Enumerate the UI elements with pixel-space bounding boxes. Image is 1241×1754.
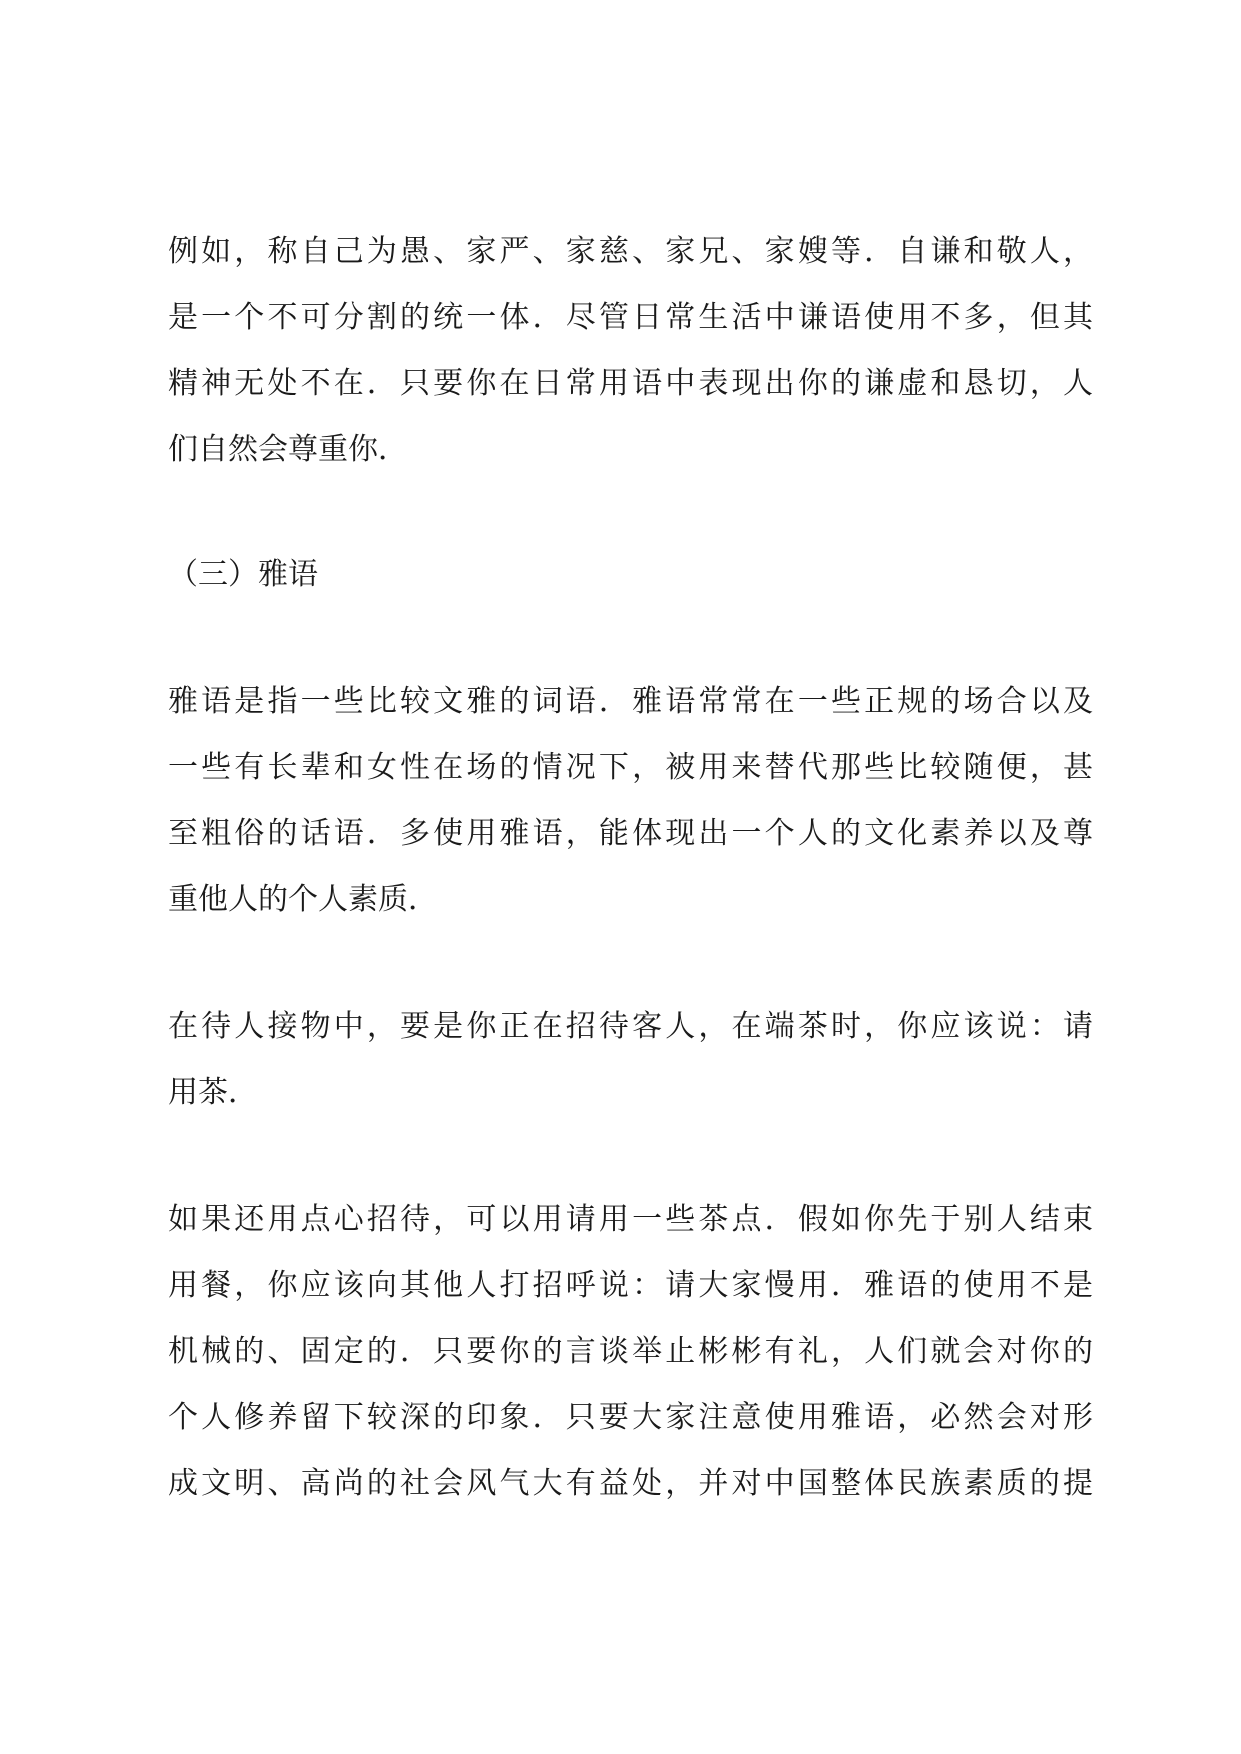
text-line: 例如，称自己为愚、家严、家慈、家兄、家嫂等．自谦和敬人，: [168, 234, 1093, 269]
text-line: 们自然会尊重你．: [168, 432, 408, 467]
text-line: 一些有长辈和女性在场的情况下，被用来替代那些比较随便，甚: [168, 750, 1093, 785]
text-line: 至粗俗的话语．多使用雅语，能体现出一个人的文化素养以及尊: [168, 816, 1093, 851]
text-line: 个人修养留下较深的印象．只要大家注意使用雅语，必然会对形: [168, 1400, 1093, 1435]
paragraph-serving-tea: [168, 994, 1093, 1126]
paragraph-humble-words-end: [168, 219, 1093, 483]
section-heading-elegant-words: [168, 542, 1093, 608]
paragraph-dining-etiquette: [168, 1187, 1093, 1517]
text-line: 用茶．: [168, 1075, 258, 1110]
text-line: 成文明、高尚的社会风气大有益处，并对中国整体民族素质的提: [168, 1466, 1093, 1501]
text-line: 在待人接物中，要是你正在招待客人，在端茶时，你应该说：请: [168, 1009, 1093, 1044]
paragraph-elegant-words-definition: [168, 669, 1093, 933]
text-line: 精神无处不在．只要你在日常用语中表现出你的谦虚和恳切，人: [168, 366, 1093, 401]
text-line: 如果还用点心招待，可以用请用一些茶点．假如你先于别人结束: [168, 1202, 1093, 1237]
text-line: 是一个不可分割的统一体．尽管日常生活中谦语使用不多，但其: [168, 300, 1093, 335]
text-line: 用餐，你应该向其他人打招呼说：请大家慢用．雅语的使用不是: [168, 1268, 1093, 1303]
text-line: 重他人的个人素质．: [168, 882, 438, 917]
text-line: 机械的、固定的．只要你的言谈举止彬彬有礼，人们就会对你的: [168, 1334, 1093, 1369]
heading-text: （三）雅语: [168, 557, 318, 592]
text-line: 雅语是指一些比较文雅的词语．雅语常常在一些正规的场合以及: [168, 684, 1093, 719]
